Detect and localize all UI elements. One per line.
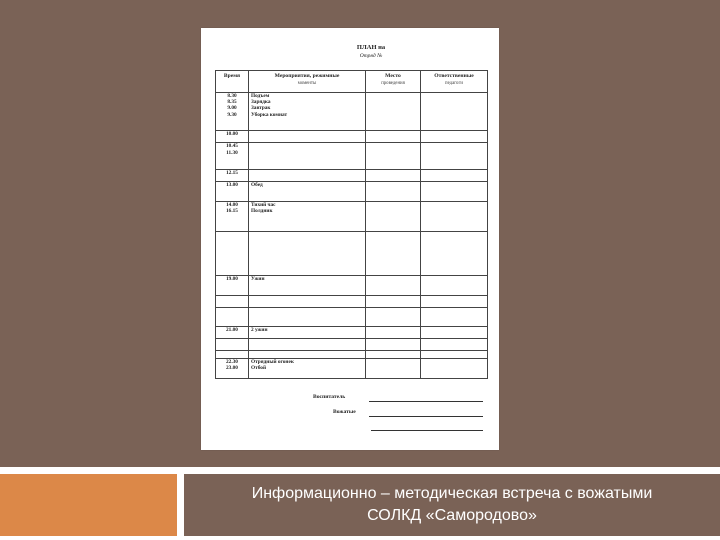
place-cell [366,181,421,201]
table-row [216,296,488,308]
activity-value: Отбой [251,364,267,371]
document-title: ПЛАН на [356,44,386,51]
table-header-row [216,71,488,93]
activity-cell [249,169,366,181]
activity-value: Отрядный огонек [251,358,294,365]
activity-cell [249,201,366,231]
responsible-cell [421,296,488,308]
table-row [216,358,488,378]
responsible-cell [421,181,488,201]
place-cell [366,358,421,378]
counselor-signature-line-1 [369,416,483,417]
time-value: 10.45 [226,143,238,150]
time-value: 22.30 [226,358,238,365]
activity-value: Завтрак [251,105,271,112]
responsible-cell [421,131,488,143]
place-cell [366,201,421,231]
responsible-cell [421,231,488,275]
activity-value: Зарядка [251,99,271,106]
time-value: 14.00 [226,201,238,208]
document-subtitle: Отряд № [359,53,383,59]
table-row [216,131,488,143]
responsible-cell [421,358,488,378]
time-cell [216,326,249,338]
place-cell [366,350,421,358]
counselor-label: Вожатые [333,409,356,415]
schedule-table [215,70,488,379]
responsible-cell [421,350,488,358]
table-row [216,276,488,296]
place-cell [366,308,421,326]
footer-line-2: СОЛКД «Самородово» [367,507,537,524]
time-cell [216,358,249,378]
activity-value: Ужин [251,276,265,283]
activity-value: Уборка комнат [251,111,288,118]
responsible-cell [421,276,488,296]
table-row [216,201,488,231]
table-row [216,231,488,275]
time-cell [216,143,249,169]
activity-cell [249,326,366,338]
time-value: 8.35 [227,99,237,106]
responsible-cell [421,338,488,350]
time-value: 12.15 [226,169,238,176]
document-page [201,28,499,450]
time-cell [216,131,249,143]
time-value: 19.00 [226,276,238,283]
slide-footer-title [184,474,720,536]
time-cell [216,308,249,326]
responsible-cell [421,143,488,169]
time-cell [216,169,249,181]
place-cell [366,93,421,131]
time-cell [216,350,249,358]
responsible-cell [421,201,488,231]
educator-signature-line [369,401,483,402]
time-value: 9.00 [227,105,237,112]
activity-cell [249,308,366,326]
activity-cell [249,296,366,308]
activity-value: Обед [251,181,263,188]
place-cell [366,276,421,296]
activity-cell [249,143,366,169]
table-row [216,181,488,201]
time-cell [216,338,249,350]
activity-value: Полдник [251,207,273,214]
place-cell [366,143,421,169]
header-activity: Мероприятия, режимные моменты [249,71,366,93]
table-row [216,338,488,350]
table-row [216,308,488,326]
time-cell [216,93,249,131]
time-cell [216,231,249,275]
responsible-cell [421,308,488,326]
counselor-signature-line-2 [371,430,483,431]
time-cell [216,296,249,308]
time-cell [216,181,249,201]
time-value: 16.15 [226,207,238,214]
place-cell [366,326,421,338]
table-row [216,143,488,169]
activity-cell [249,350,366,358]
responsible-cell [421,93,488,131]
time-value: 13.00 [226,181,238,188]
activity-cell [249,358,366,378]
place-cell [366,169,421,181]
table-row [216,93,488,131]
table-row [216,350,488,358]
activity-cell [249,231,366,275]
activity-cell [249,181,366,201]
educator-label: Воспитатель [313,394,346,400]
time-value: 10.00 [226,131,238,138]
activity-cell [249,131,366,143]
activity-cell [249,276,366,296]
place-cell [366,231,421,275]
activity-value: Подъем [251,93,270,99]
responsible-cell [421,326,488,338]
header-place: Место проведения [366,71,421,93]
responsible-cell [421,169,488,181]
time-value: 21.00 [226,326,238,333]
accent-block [0,474,177,536]
activity-cell [249,338,366,350]
schedule-body [216,93,488,379]
time-cell [216,201,249,231]
table-row [216,169,488,181]
time-value: 11.30 [226,149,238,156]
activity-value: Тихий час [251,201,276,208]
header-time: Время [216,71,249,93]
header-responsible: Ответственные педагоги [421,71,488,93]
place-cell [366,296,421,308]
place-cell [366,131,421,143]
time-value: 8.30 [227,93,237,99]
footer-line-1: Информационно – методическая встреча с вожатыми [251,485,653,502]
place-cell [366,338,421,350]
activity-cell [249,93,366,131]
time-cell [216,276,249,296]
activity-value: 2 ужин [251,326,268,333]
time-value: 23.00 [226,364,238,371]
table-row [216,326,488,338]
time-value: 9.30 [227,111,237,118]
